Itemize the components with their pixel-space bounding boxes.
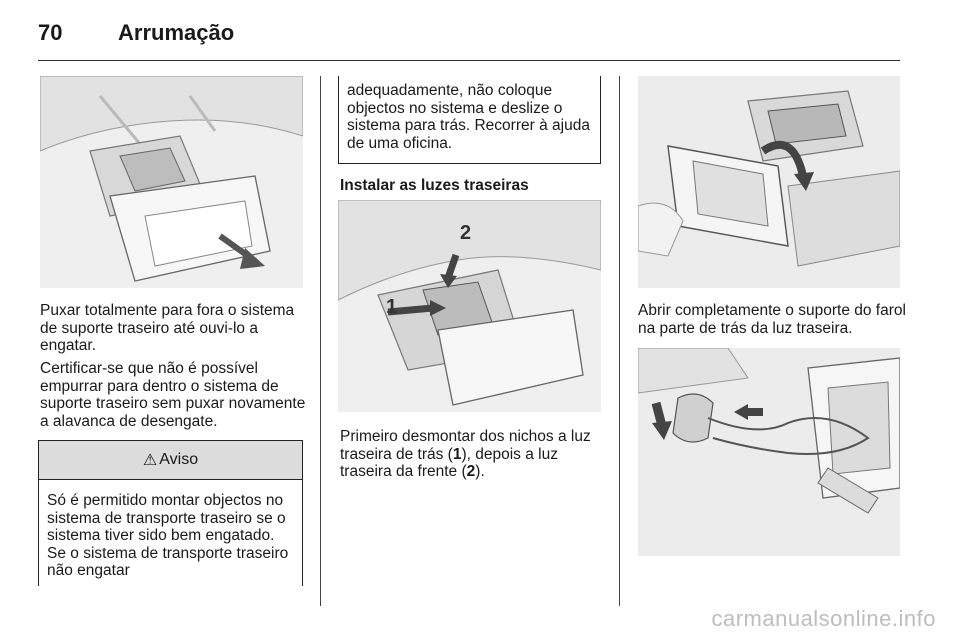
figure-remove-lights <box>338 200 601 412</box>
ref-2: 2 <box>466 463 476 480</box>
warning-body: Só é permitido montar objectos no sistema de transporte traseiro se o sistema tiver sido bem engatado. Se o sistema de transporte traseiro não engatar <box>47 492 289 579</box>
column-divider-2 <box>619 76 620 606</box>
figure-disconnect-cable <box>638 348 900 556</box>
ref-1: 1 <box>452 445 462 463</box>
paragraph-pull-out: Puxar totalmente para fora o sistema de suporte traseiro até ouvi-lo a engatar. <box>40 302 295 354</box>
warning-box <box>38 440 303 586</box>
paragraph-check-lock: Certificar-se que não é possível empurrar para dentro o sistema de suporte traseiro sem puxar novamente a alavanca de desengate. <box>40 360 306 430</box>
warning-triangle-icon: ⚠ <box>142 452 158 469</box>
page-number: 70 <box>38 20 63 45</box>
callout-1: 1 <box>386 296 398 318</box>
figure-pull-out-carrier <box>40 76 303 288</box>
callout-2: 2 <box>460 222 472 244</box>
header-divider <box>38 60 900 61</box>
subheading-install-lights: Instalar as luzes traseiras <box>340 177 529 194</box>
section-title: Arrumação <box>118 20 235 45</box>
figure-open-lamp-holder <box>638 76 900 288</box>
warning-header <box>39 441 302 480</box>
warning-continuation: adequadamente, não coloque objectos no sistema e deslize o sistema para trás. Recorrer à ajuda de uma oficina. <box>338 76 601 164</box>
warning-title: Aviso <box>159 451 199 468</box>
paragraph-open-holder: Abrir completamente o suporte do farol na parte de trás da luz traseira. <box>638 302 906 337</box>
column-divider-1 <box>320 76 321 606</box>
watermark: carmanualsonline.info <box>711 606 936 631</box>
paragraph-remove-lights: Primeiro desmontar dos nichos a luz traseira de trás (1), depois a luz traseira da frente (2). <box>340 428 591 480</box>
page-header <box>38 14 900 60</box>
